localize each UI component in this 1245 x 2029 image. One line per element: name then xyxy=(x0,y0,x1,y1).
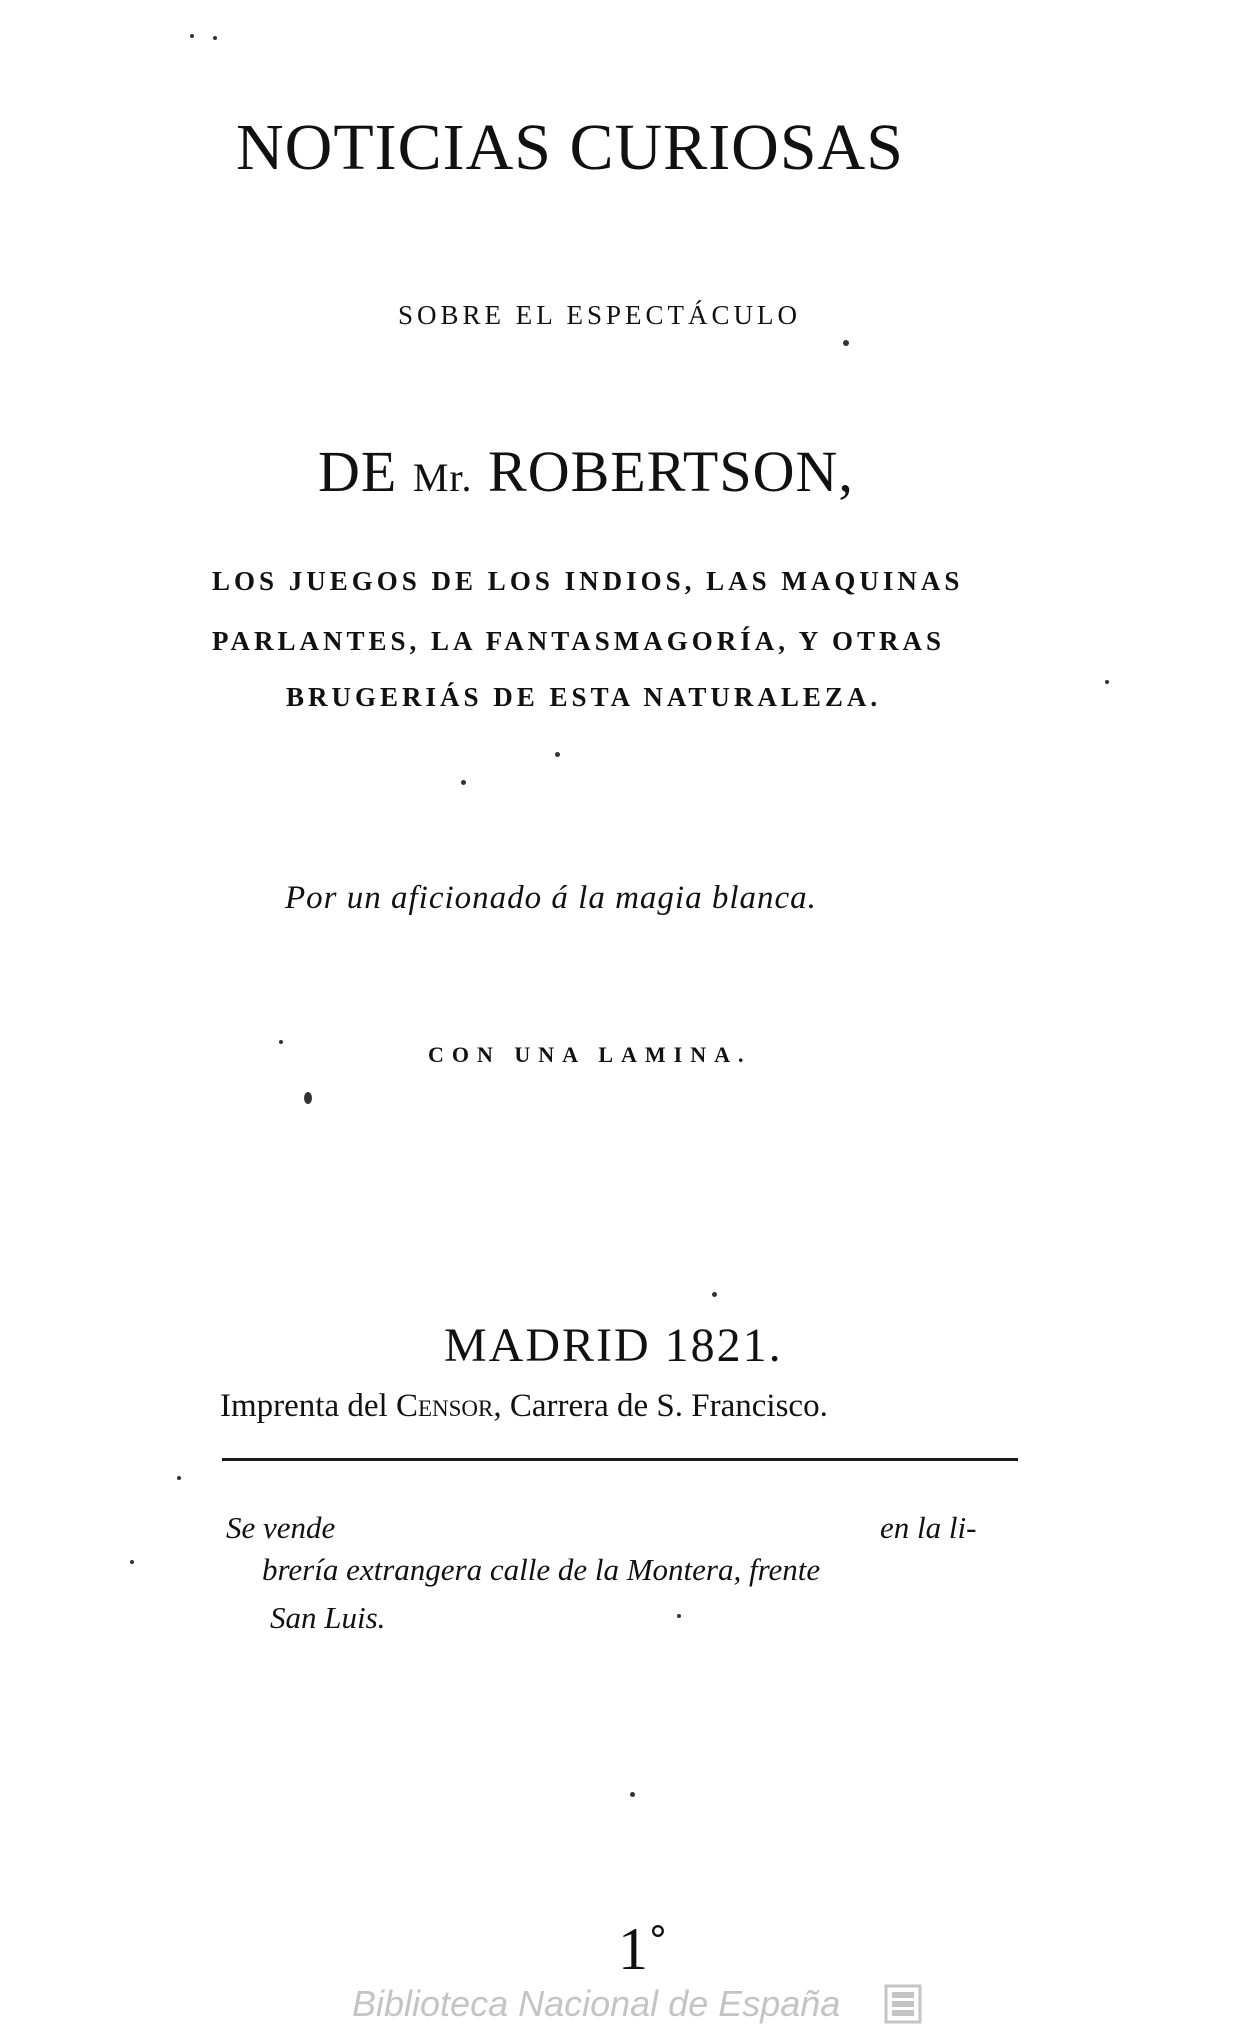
imprint-censor: Censor xyxy=(395,1388,494,1424)
sale-line-1-right: en la li- xyxy=(880,1510,977,1545)
description-line-3: BRUGERIÁS DE ESTA NATURALEZA. xyxy=(286,682,882,712)
main-title: NOTICIAS CURIOSAS xyxy=(236,111,904,184)
robertson-de: DE xyxy=(318,439,398,504)
library-watermark: Biblioteca Nacional de España xyxy=(352,1983,841,2024)
plate-note: CON UNA LAMINA. xyxy=(428,1042,752,1067)
description-line-1: LOS JUEGOS DE LOS INDIOS, LAS MAQUINAS xyxy=(212,566,964,596)
imprint-line xyxy=(220,1388,828,1425)
description-line-2: PARLANTES, LA FANTASMAGORÍA, Y OTRAS xyxy=(212,626,946,656)
horizontal-rule xyxy=(222,1458,1018,1461)
sale-line-1-left: Se vende xyxy=(226,1510,336,1545)
bne-logo-icon xyxy=(884,1984,922,2024)
robertson-name: ROBERTSON, xyxy=(488,439,854,504)
sale-line-2: brería extrangera calle de la Montera, frente xyxy=(262,1552,821,1587)
signature-mark: 1˚ xyxy=(618,1916,668,1982)
author-line: Por un aficionado á la magia blanca. xyxy=(285,880,817,916)
city-year: MADRID 1821. xyxy=(444,1319,783,1372)
robertson-mr: Mr. xyxy=(412,455,473,500)
sale-line-3: San Luis. xyxy=(270,1600,386,1635)
imprint-end: , Carrera de S. Francisco. xyxy=(493,1388,828,1424)
robertson-heading xyxy=(318,438,854,505)
subtitle: SOBRE EL ESPECTÁCULO xyxy=(398,300,802,330)
imprint-start: Imprenta del xyxy=(220,1388,396,1424)
